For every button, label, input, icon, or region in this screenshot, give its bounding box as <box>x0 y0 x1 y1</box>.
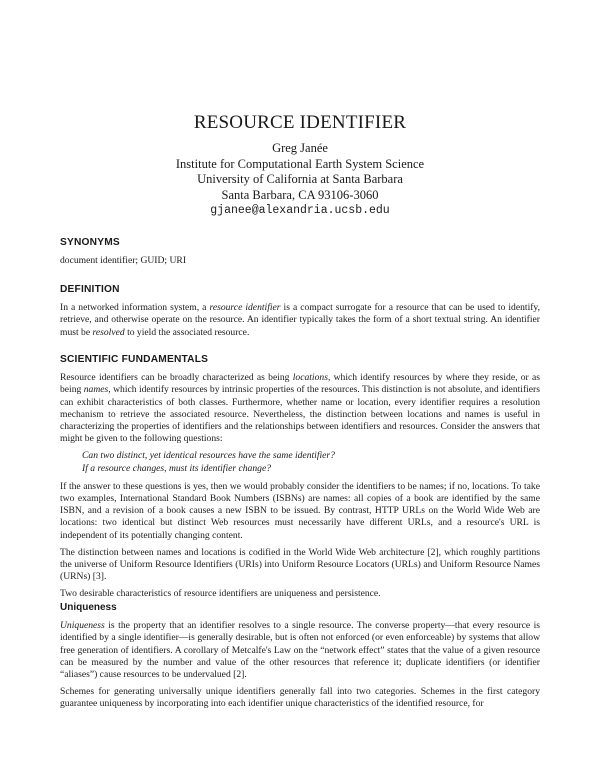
definition-heading: DEFINITION <box>60 284 120 295</box>
fundamentals-paragraph-2: If the answer to these questions is yes, then we would probably consider the identifiers to be names; if no, locations. To take two examples, International Standard Book Numbers (ISBNs) are names: all copies of a book are identified by the same ISBN, and a revision of a book causes a new ISBN to be issued. By contrast, HTTP URLs on the World Wide Web are locations: two identical but distinct Web resources must necessarily have different URLs, and a resource's URL is independent of its potentially changing content. <box>60 480 540 541</box>
fundamentals-section <box>60 354 540 606</box>
uniqueness-section <box>60 602 540 716</box>
question-1: Can two distinct, yet identical resources have the same identifier? <box>82 450 335 462</box>
fundamentals-heading: SCIENTIFIC FUNDAMENTALS <box>60 354 209 365</box>
author-name: Greg Janée <box>272 141 328 155</box>
affiliation-city: Santa Barbara, CA 93106-3060 <box>221 187 379 202</box>
fundamentals-paragraph-3: The distinction between names and locations is codified in the World Wide Web architecture [2], which roughly partitions the universe of Uniform Resource Identifiers (URIs) into Uniform Resource Locators (URLs) and Uniform Resource Names (URNs) [3]. <box>60 546 540 583</box>
author-email: gjanee@alexandria.ucsb.edu <box>210 204 390 217</box>
affiliation-university: University of California at Santa Barbara <box>197 172 403 186</box>
definition-section <box>60 284 540 344</box>
author-block <box>60 141 540 219</box>
synonyms-text: document identifier; GUID; URI <box>60 255 187 267</box>
definition-paragraph: In a networked information system, a resource identifier is a compact surrogate for a resource that can be used to identify, retrieve, and otherwise operate on the resource. An identifier typically takes the form of a short textual string. An identifier must be resolved to yield the associated resource. <box>60 302 540 338</box>
fundamentals-paragraph-1: Resource identifiers can be broadly characterized as being locations, which identify resources by where they reside, or as being names, which identify resources by intrinsic properties of the resources. This distinction is not absolute, and identifiers can exhibit characteristics of both classes. Furthermore, whether name or location, every identifier requires a resolution mechanism to retrieve the associated resource. Nevertheless, the distinction between locations and names is useful in characterizing the properties of identifiers and the relationships between identifiers and resources. Consider the answers that might be given to the following questions: <box>60 372 540 445</box>
paper-title: RESOURCE IDENTIFIER <box>193 112 407 133</box>
question-2: If a resource changes, must its identifier change? <box>82 462 271 474</box>
uniqueness-paragraph-2: Schemes for generating universally unique identifiers generally fall into two categories. Schemes in the first category guarantee uniqueness by incorporating into each identifier unique characteristics of the identified resource, for <box>60 686 540 710</box>
synonyms-section <box>60 237 540 272</box>
synonyms-heading: SYNONYMS <box>60 237 120 248</box>
uniqueness-heading: Uniqueness <box>60 602 117 613</box>
uniqueness-paragraph-1: Uniqueness is the property that an identifier resolves to a single resource. The converse property—that every resource is identified by a single identifier—is generally desirable, but is often not enforced (or even enforceable) by systems that allow free generation of identifiers. A corollary of Metcalfe's Law on the “network effect” states that the value of a given resource can be measured by the number and value of the other resources that reference it; duplicate identifiers (or identifier “aliases”) cause resources to be undervalued [2]. <box>60 620 540 681</box>
affiliation-institute: Institute for Computational Earth System Science <box>175 156 425 171</box>
fundamentals-paragraph-4: Two desirable characteristics of resource identifiers are uniqueness and persistence. <box>60 588 381 600</box>
